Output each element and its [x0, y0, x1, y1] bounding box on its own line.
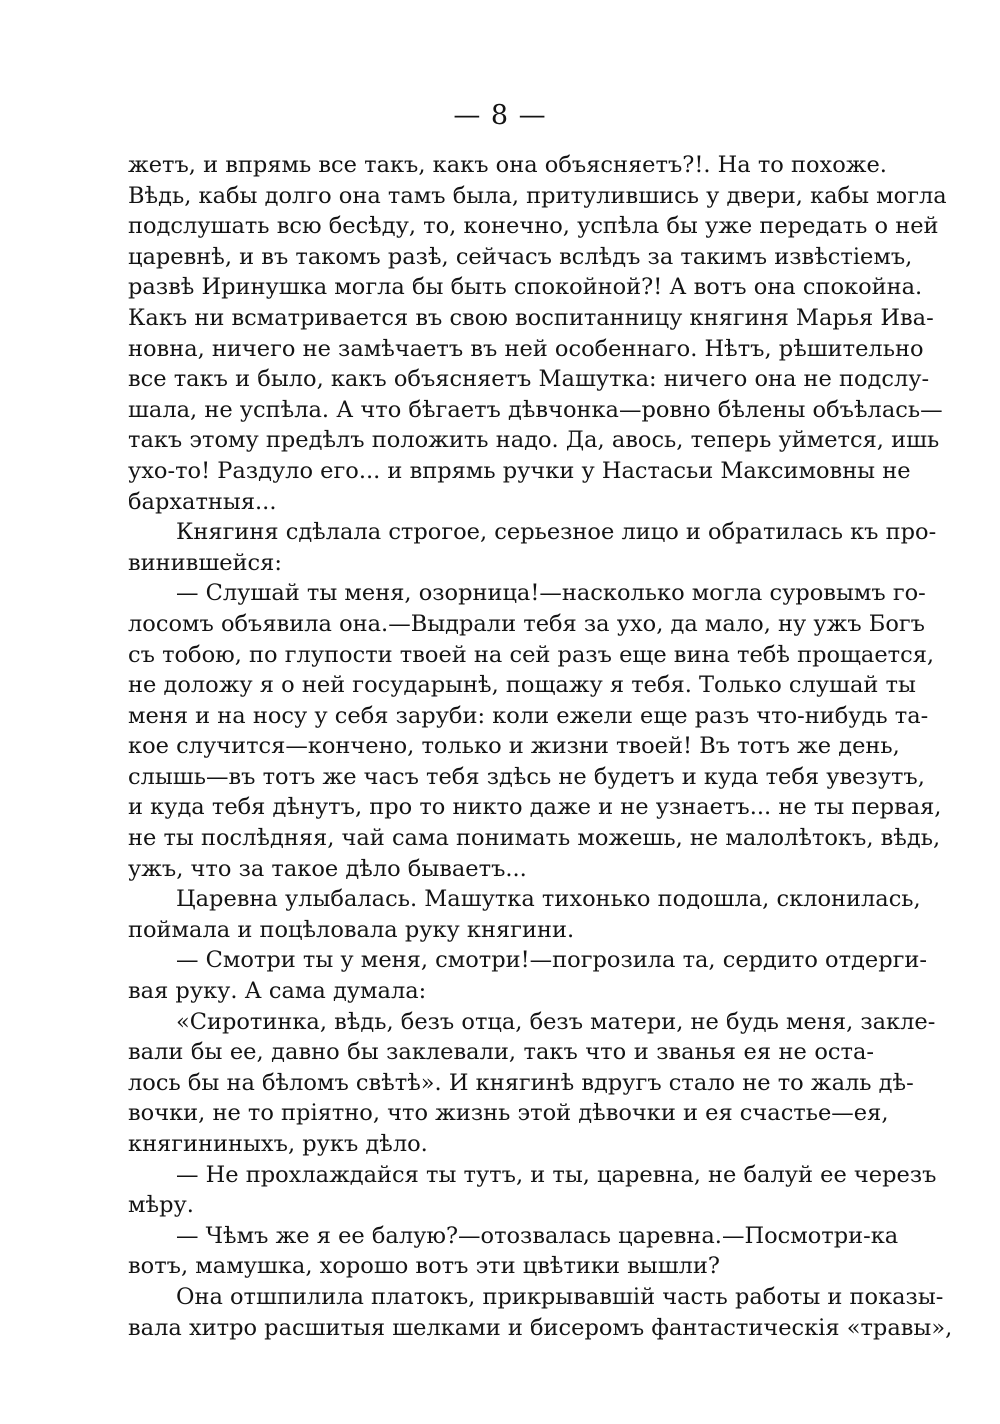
text-line: развѣ Иринушка могла бы быть спокойной?! А вотъ она спокойна. — [128, 274, 923, 301]
text-line: не ты послѣдняя, чай сама понимать можешь, не малолѣтокъ, вѣдь, — [128, 825, 941, 852]
text-line: вочки, не то пріятно, что жизнь этой дѣвочки и ея счастье—ея, — [128, 1100, 889, 1127]
text-line: лосомъ объявила она.—Выдрали тебя за ухо, да мало, ну ужъ Богъ — [128, 610, 925, 637]
text-line: ухо-то! Раздуло его... и впрямь ручки у Настасьи Максимовны не — [128, 457, 911, 484]
text-line: новна, ничего не замѣчаетъ въ ней особеннаго. Нѣтъ, рѣшительно — [128, 335, 924, 362]
text-line: — Чѣмъ же я ее балую?—отозвалась царевна.—Посмотри-ка — [176, 1222, 899, 1249]
text-line: Какъ ни всматривается въ свою воспитанницу княгиня Марья Ива- — [128, 304, 934, 331]
text-line: княгининыхъ, рукъ дѣло. — [128, 1131, 428, 1157]
text-line: — Не прохлаждайся ты тутъ, и ты, царевна, не балуй ее черезъ — [176, 1161, 937, 1188]
text-line: вотъ, мамушка, хорошо вотъ эти цвѣтики вышли? — [128, 1253, 720, 1280]
text-line: поймала и поцѣловала руку княгини. — [128, 916, 575, 943]
text-line: — Смотри ты у меня, смотри!—погрозила та, сердито отдерги- — [176, 947, 928, 974]
text-line: Она отшпилила платокъ, прикрывавшій часть работы и показы- — [176, 1283, 944, 1310]
text-line: все такъ и было, какъ объясняетъ Машутка: ничего она не подслу- — [128, 366, 930, 393]
text-line: вала хитро расшитыя шелками и бисеромъ фантастическія «травы», — [128, 1314, 953, 1341]
text-line: вали бы ее, давно бы заклевали, такъ что и званья ея не оста- — [128, 1039, 874, 1066]
text-line: лось бы на бѣломъ свѣтѣ». И княгинѣ вдругъ стало не то жаль дѣ- — [128, 1069, 914, 1096]
text-line: мѣру. — [128, 1192, 194, 1219]
text-line: ужъ, что за такое дѣло бываетъ... — [128, 855, 527, 882]
text-line: кое случится—кончено, только и жизни твоей! Въ тотъ же день, — [128, 733, 900, 760]
text-line: винившейся: — [128, 549, 282, 576]
text-line: бархатныя... — [128, 488, 277, 515]
text-line: царевнѣ, и въ такомъ разѣ, сейчасъ вслѣдъ за такимъ извѣстіемъ, — [128, 243, 913, 270]
text-line: вая руку. А сама думала: — [128, 978, 427, 1005]
text-line: Вѣдь, кабы долго она тамъ была, притулившись у двери, кабы могла — [128, 182, 947, 209]
text-line: шала, не успѣла. А что бѣгаетъ дѣвчонка—ровно бѣлены объѣлась— — [128, 396, 943, 423]
text-line: «Сиротинка, вѣдь, безъ отца, безъ матери, не будь меня, закле- — [176, 1008, 936, 1035]
page-number: — 8 — — [453, 100, 547, 131]
text-line: слышь—въ тотъ же часъ тебя здѣсь не будетъ и куда тебя увезутъ, — [128, 763, 925, 790]
text-line: не доложу я о ней государынѣ, пощажу я тебя. Только слушай ты — [128, 672, 916, 699]
text-line: такъ этому предѣлъ положить надо. Да, авось, теперь уймется, ишь — [128, 427, 940, 454]
text-line: и куда тебя дѣнутъ, про то никто даже и не узнаетъ... не ты первая, — [128, 794, 942, 821]
text-line: Царевна улыбалась. Машутка тихонько подошла, склонилась, — [176, 886, 921, 913]
body-text — [128, 150, 953, 1343]
text-line: подслушать всю бесѣду, то, конечно, успѣла бы уже передать о ней — [128, 213, 939, 240]
text-line: Княгиня сдѣлала строгое, серьезное лицо и обратилась къ про- — [176, 519, 937, 546]
text-line: — Слушай ты меня, озорница!—насколько могла суровымъ го- — [176, 580, 926, 607]
text-line: меня и на носу у себя заруби: коли ежели еще разъ что-нибудь та- — [128, 702, 929, 729]
text-line: жетъ, и впрямь все такъ, какъ она объясняетъ?!. На то похоже. — [128, 152, 887, 178]
text-line: съ тобою, по глупости твоей на сей разъ еще вина тебѣ прощается, — [128, 641, 935, 668]
